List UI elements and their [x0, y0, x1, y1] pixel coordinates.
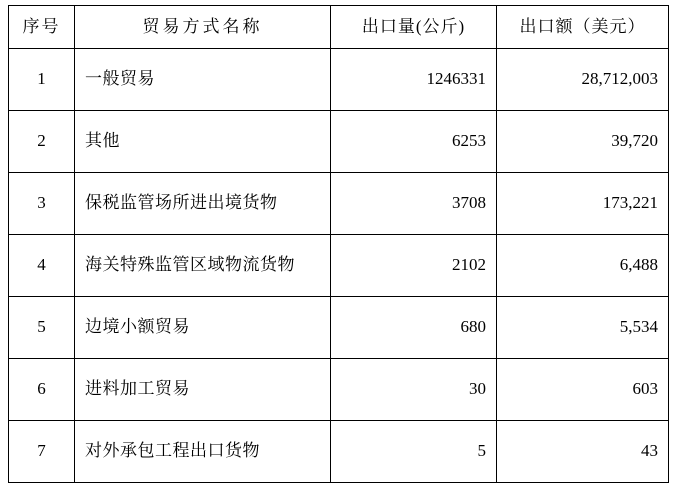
column-header-index: 序号 — [9, 6, 75, 49]
trade-mode-table-container — [8, 5, 668, 483]
table-row — [9, 49, 669, 111]
cell-quantity: 6253 — [331, 111, 497, 173]
cell-name: 一般贸易 — [75, 49, 331, 111]
cell-quantity: 3708 — [331, 173, 497, 235]
cell-name: 进料加工贸易 — [75, 359, 331, 421]
column-header-name: 贸易方式名称 — [75, 6, 331, 49]
cell-quantity: 680 — [331, 297, 497, 359]
table-row — [9, 235, 669, 297]
cell-amount: 43 — [497, 421, 669, 483]
cell-index: 4 — [9, 235, 75, 297]
cell-quantity: 1246331 — [331, 49, 497, 111]
cell-amount: 603 — [497, 359, 669, 421]
column-header-amount: 出口额（美元） — [497, 6, 669, 49]
cell-index: 3 — [9, 173, 75, 235]
cell-index: 6 — [9, 359, 75, 421]
table-header — [9, 6, 669, 49]
table-row — [9, 359, 669, 421]
table-row — [9, 421, 669, 483]
table-body — [9, 49, 669, 483]
cell-quantity: 30 — [331, 359, 497, 421]
column-header-quantity: 出口量(公斤) — [331, 6, 497, 49]
cell-name: 海关特殊监管区域物流货物 — [75, 235, 331, 297]
table-header-row — [9, 6, 669, 49]
table-row — [9, 111, 669, 173]
cell-index: 5 — [9, 297, 75, 359]
cell-quantity: 5 — [331, 421, 497, 483]
cell-name: 边境小额贸易 — [75, 297, 331, 359]
cell-name: 其他 — [75, 111, 331, 173]
cell-index: 2 — [9, 111, 75, 173]
trade-mode-table — [8, 5, 669, 483]
cell-name: 对外承包工程出口货物 — [75, 421, 331, 483]
cell-index: 7 — [9, 421, 75, 483]
cell-name: 保税监管场所进出境货物 — [75, 173, 331, 235]
cell-amount: 5,534 — [497, 297, 669, 359]
cell-index: 1 — [9, 49, 75, 111]
cell-amount: 28,712,003 — [497, 49, 669, 111]
cell-amount: 173,221 — [497, 173, 669, 235]
cell-amount: 6,488 — [497, 235, 669, 297]
cell-amount: 39,720 — [497, 111, 669, 173]
cell-quantity: 2102 — [331, 235, 497, 297]
table-row — [9, 173, 669, 235]
table-row — [9, 297, 669, 359]
